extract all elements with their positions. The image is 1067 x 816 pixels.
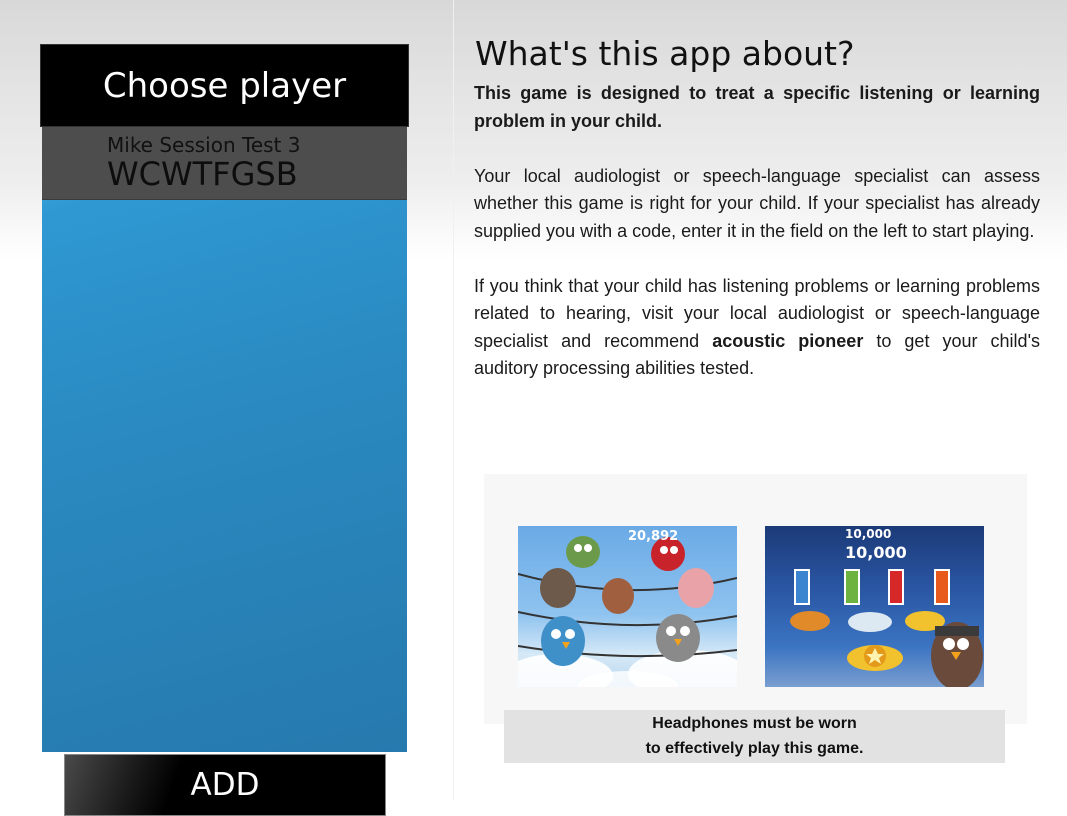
headphones-notice [504, 710, 1005, 763]
player-panel [40, 44, 409, 803]
recommend-text-end: to get your child's auditory processing abilities tested. [474, 330, 1041, 378]
headphones-notice-line1: Headphones must be worn [652, 715, 857, 732]
recommend-text [474, 273, 1040, 383]
shot1-score: 20,892 [628, 529, 679, 544]
add-button[interactable]: ADD [64, 754, 386, 816]
page-title: What's this app about? [475, 34, 855, 73]
choose-player-header: Choose player [40, 44, 409, 127]
shot2-score-top: 10,000 [845, 527, 892, 541]
player-row[interactable] [42, 127, 407, 200]
game-screenshots [484, 474, 1027, 724]
shot2-score-main: 10,000 [845, 543, 907, 562]
headphones-notice-line2: to effectively play this game. [645, 740, 864, 757]
player-list[interactable] [42, 127, 407, 803]
specialist-text: Your local audiologist or speech-language specialist can assess whether this game is right for your child. If your specialist has already supplied you with a code, enter it in the field on the left to start playing. [474, 165, 1040, 241]
recommend-text-start: If you think that your child has listening problems or learning problems related to hearing, visit your local audiologist or speech-language specialist and recommend [474, 275, 1040, 351]
intro-text: This game is designed to treat a specific listening or learning problem in your child. [474, 83, 1040, 131]
player-code: WCWTFGSB [107, 155, 298, 193]
player-name: Mike Session Test 3 [107, 133, 301, 157]
medals-screenshot [765, 526, 984, 687]
about-description [474, 80, 1040, 410]
birds-screenshot [518, 526, 737, 687]
brand-name: acoustic pioneer [712, 330, 864, 351]
divider [453, 0, 454, 800]
